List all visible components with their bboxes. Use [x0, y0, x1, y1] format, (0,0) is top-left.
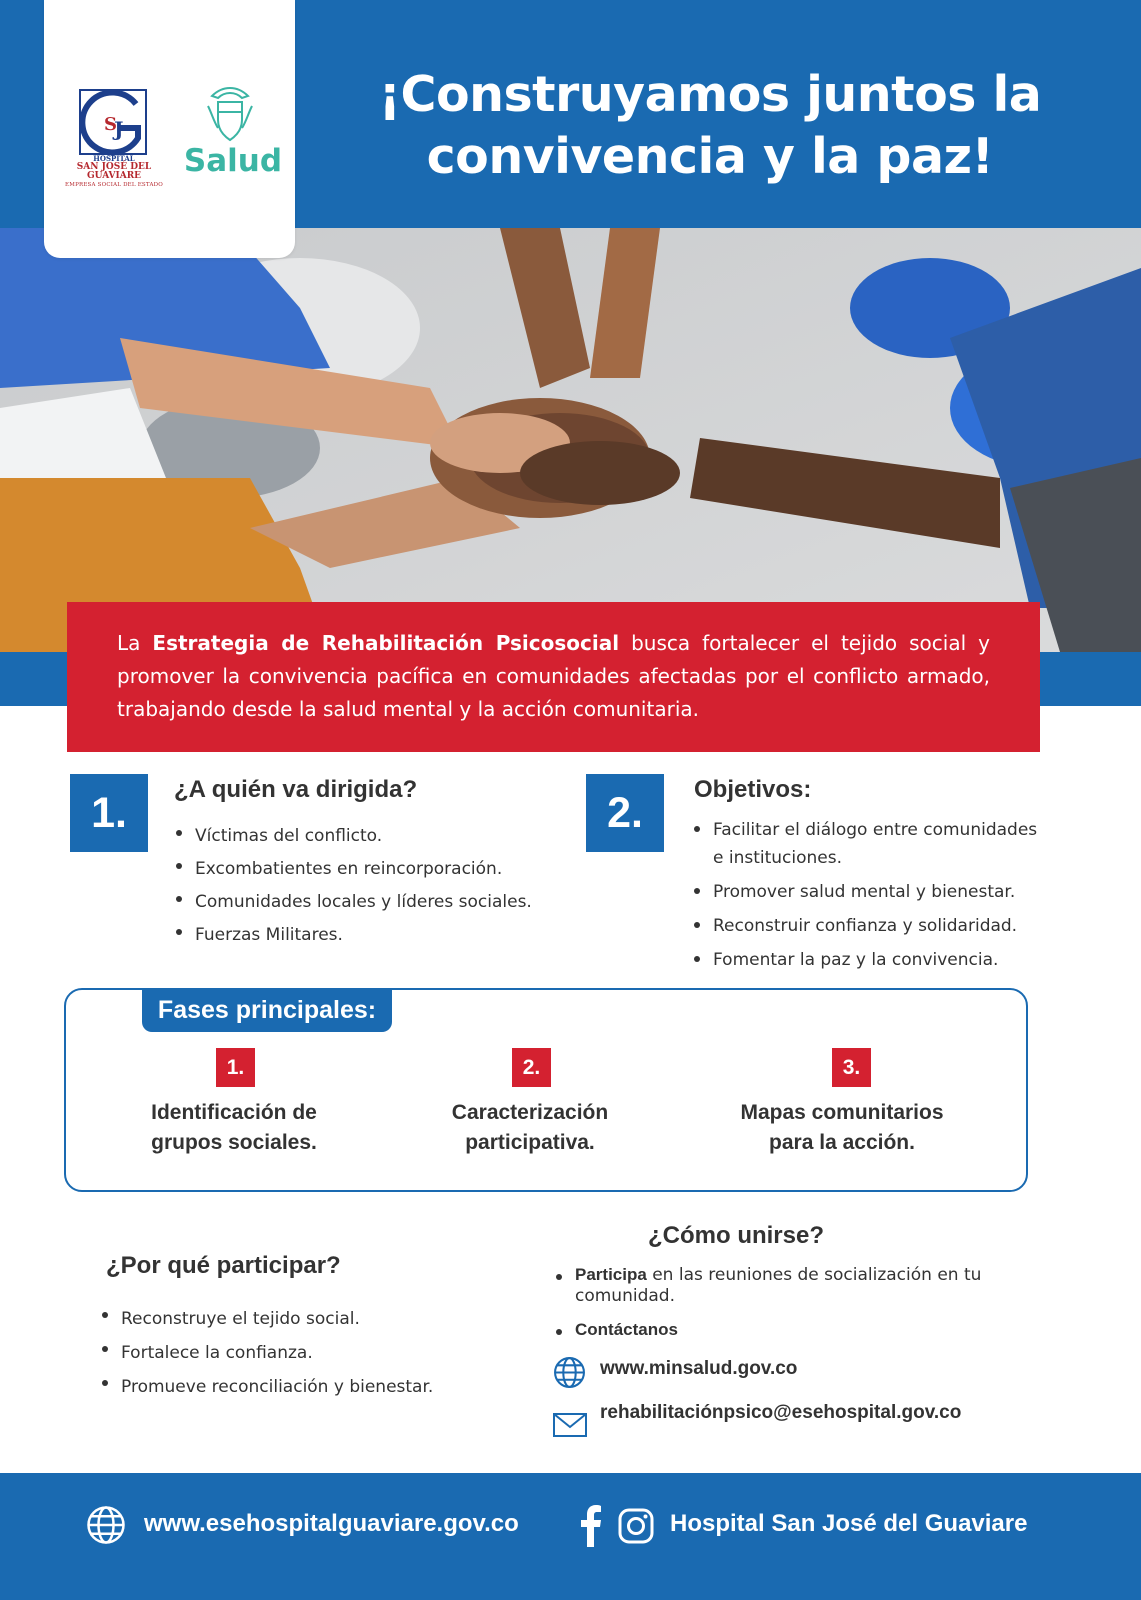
globe-icon: [86, 1505, 126, 1545]
list-item: Fomentar la paz y la convivencia.: [692, 946, 1052, 974]
phase-number: 3.: [832, 1048, 871, 1087]
phase-label-line: Caracterización: [451, 1101, 609, 1124]
hospital-logo-label-name: SAN JOSÉ DEL GUAVIARE: [76, 162, 152, 181]
intro-bold: Estrategia de Rehabilitación Psicosocial: [152, 631, 620, 655]
join-item1-bold: Participa: [575, 1265, 647, 1284]
phase-number: 1.: [216, 1048, 255, 1087]
hospital-logo-label-sub: EMPRESA SOCIAL DEL ESTADO: [65, 182, 163, 188]
footer: [0, 1473, 1141, 1600]
intro-rest: busca fortalecer el tejido social y promover la convivencia pacífica en comunidades afectadas por el conflicto armado, trabajando desde la salud mental y la acción comunitaria.: [117, 631, 990, 721]
why-list: [100, 1302, 520, 1404]
join-title: ¿Cómo unirse?: [648, 1222, 825, 1249]
facebook-icon[interactable]: [580, 1505, 604, 1547]
list-item: Víctimas del conflicto.: [174, 820, 554, 853]
globe-icon: [553, 1356, 586, 1389]
phase-number: 2.: [512, 1048, 551, 1087]
join-item1-rest: en las reuniones de socialización en tu comunidad.: [575, 1265, 982, 1306]
section2-title: Objetivos:: [694, 776, 812, 803]
hospital-logo-text: [64, 154, 164, 190]
intro-box: [67, 602, 1040, 752]
phase-label: [84, 1098, 384, 1158]
section1-list: [174, 820, 554, 952]
list-item: Promueve reconciliación y bienestar.: [100, 1370, 520, 1404]
list-item: Facilitar el diálogo entre comunidades e instituciones.: [692, 816, 1052, 872]
join-list: [554, 1264, 1014, 1341]
logo-card: [44, 0, 295, 258]
phase-label-line: participativa.: [465, 1131, 595, 1154]
list-item: Comunidades locales y líderes sociales.: [174, 886, 554, 919]
section2-number: 2.: [586, 774, 664, 852]
page-title: [320, 64, 1100, 188]
phase-label: [380, 1098, 680, 1158]
hospital-logo-label-top: HOSPITAL: [93, 154, 135, 163]
instagram-icon[interactable]: [618, 1508, 654, 1544]
section1-title: ¿A quién va dirigida?: [174, 776, 418, 803]
phase-label-line: Mapas comunitarios: [740, 1101, 944, 1124]
phase-label: [692, 1098, 992, 1158]
phase-label-line: grupos sociales.: [151, 1131, 317, 1154]
list-item: Excombatientes en reincorporación.: [174, 853, 554, 886]
list-item: [554, 1319, 1014, 1341]
phases-title: Fases principales:: [142, 988, 392, 1032]
mail-icon: [553, 1413, 587, 1437]
footer-social-name: Hospital San José del Guaviare: [670, 1510, 1028, 1537]
list-item: Reconstruye el tejido social.: [100, 1302, 520, 1336]
intro-prefix: La: [117, 631, 141, 655]
salud-emblem: [202, 84, 258, 144]
why-title: ¿Por qué participar?: [106, 1252, 341, 1279]
footer-website-link[interactable]: www.esehospitalguaviare.gov.co: [144, 1510, 519, 1537]
list-item: Fuerzas Militares.: [174, 919, 554, 952]
list-item: [554, 1264, 1014, 1307]
section2-list: [692, 816, 1052, 974]
section1-number: 1.: [70, 774, 148, 852]
salud-logo-text: Salud: [183, 143, 283, 179]
join-item2-bold: Contáctanos: [575, 1320, 678, 1339]
list-item: Promover salud mental y bienestar.: [692, 878, 1052, 906]
hero-photo-hands: [0, 228, 1141, 652]
svg-text:S: S: [104, 114, 117, 135]
page-title-line1: ¡Construyamos juntos la: [378, 66, 1042, 123]
list-item: Fortalece la confianza.: [100, 1336, 520, 1370]
phase-label-line: Identificación de: [151, 1101, 317, 1124]
minsalud-link[interactable]: www.minsalud.gov.co: [600, 1358, 798, 1379]
page-title-line2: convivencia y la paz!: [426, 128, 994, 185]
email-link[interactable]: rehabilitaciónpsico@esehospital.gov.co: [600, 1402, 962, 1423]
list-item: Reconstruir confianza y solidaridad.: [692, 912, 1052, 940]
phase-label-line: para la acción.: [769, 1131, 915, 1154]
svg-text:J: J: [114, 117, 124, 141]
